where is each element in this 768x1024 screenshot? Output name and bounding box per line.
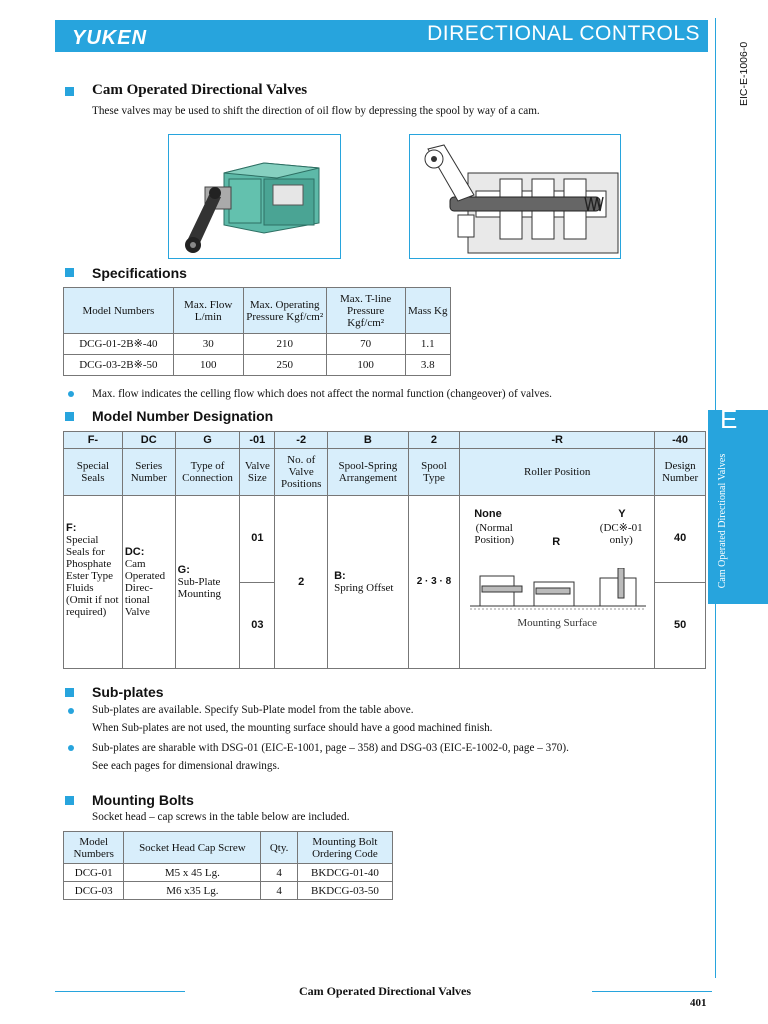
section-marker	[65, 688, 74, 697]
label-cell: Valve Size	[240, 449, 275, 496]
dc-description: Cam Operated Direc- tional Valve	[124, 558, 166, 618]
label-cell: Type of Connection	[175, 449, 240, 496]
bullet	[68, 708, 74, 714]
table-cell: M5 x 45 Lg.	[124, 864, 261, 882]
table-cell: DCG-03	[64, 882, 124, 900]
column-header: Model Numbers	[64, 832, 124, 864]
table-cell: 30	[173, 334, 243, 355]
series-cell	[122, 496, 175, 669]
column-header: Max. Flow L/min	[173, 288, 243, 334]
subplates-text: When Sub-plates are not used, the mounting surface should have a good machined finish.	[92, 722, 493, 734]
intro-text: These valves may be used to shift the direction of oil flow by depressing the spool by way of a cam.	[92, 105, 540, 117]
code-cell: -R	[460, 432, 655, 449]
table-cell: 100	[173, 355, 243, 376]
mounting-surface-label: Mounting Surface	[517, 617, 598, 629]
label-cell: Series Number	[122, 449, 175, 496]
section-marker	[65, 796, 74, 805]
mounting-bolts-text: Socket head – cap screws in the table below are included.	[92, 811, 350, 823]
subplates-text: Sub-plates are available. Specify Sub-Plate model from the table above.	[92, 704, 414, 716]
footer-rule	[55, 991, 185, 992]
size-03-cell: 03	[240, 582, 275, 669]
bullet	[68, 745, 74, 751]
mounting-bolts-table	[63, 831, 393, 900]
valve-cross-section-diagram	[409, 134, 621, 259]
label-cell: Special Seals	[64, 449, 123, 496]
table-cell: 1.1	[405, 334, 451, 355]
designation-title: Model Number Designation	[92, 408, 274, 424]
size-01-cell: 01	[240, 496, 275, 583]
roller-position-cell	[460, 496, 655, 669]
section-marker	[65, 268, 74, 277]
specifications-title: Specifications	[92, 265, 187, 281]
spool-type-cell: 2 · 3 · 8	[408, 496, 460, 669]
design-50-cell: 50	[655, 582, 706, 669]
valve-photo	[168, 134, 341, 259]
design-40-cell: 40	[655, 496, 706, 583]
column-header: Mass Kg	[405, 288, 451, 334]
specifications-table	[63, 287, 451, 376]
yuken-logo	[70, 26, 170, 48]
code-cell: -2	[275, 432, 328, 449]
table-cell: 3.8	[405, 355, 451, 376]
section-tab-letter: E	[720, 404, 738, 434]
table-cell: 100	[326, 355, 405, 376]
g-description: Sub-Plate Mounting	[177, 576, 222, 600]
subplates-title: Sub-plates	[92, 684, 164, 700]
code-cell: G	[175, 432, 240, 449]
b-description: Spring Offset	[334, 582, 394, 594]
f-code: F:	[66, 522, 77, 534]
section-marker	[65, 412, 74, 421]
column-header: Model Numbers	[64, 288, 174, 334]
column-header: Max. T-line Pressure Kgf/cm²	[326, 288, 405, 334]
code-cell: -01	[240, 432, 275, 449]
column-header: Socket Head Cap Screw	[124, 832, 261, 864]
table-cell: 70	[326, 334, 405, 355]
label-cell: Spool-Spring Arrangement	[328, 449, 409, 496]
table-row	[64, 864, 393, 882]
spool-spring-cell	[328, 496, 409, 669]
specifications-note: Max. flow indicates the celling flow which does not affect the normal function (changeover) of valves.	[92, 388, 552, 400]
connection-cell	[175, 496, 240, 669]
table-cell: 4	[261, 882, 297, 900]
roller-none: None	[474, 508, 502, 520]
section-marker	[65, 87, 74, 96]
designation-table	[63, 431, 706, 669]
bullet	[68, 391, 74, 397]
table-cell: DCG-03-2B※-50	[64, 355, 174, 376]
mounting-bolts-title: Mounting Bolts	[92, 792, 194, 808]
intro-title: Cam Operated Directional Valves	[92, 82, 308, 98]
footer-rule	[592, 991, 712, 992]
column-header: Qty.	[261, 832, 297, 864]
table-cell: 210	[243, 334, 326, 355]
table-row	[64, 334, 451, 355]
page-number: 401	[690, 997, 707, 1009]
roller-r: R	[552, 536, 561, 548]
column-header: Mounting Bolt Ordering Code	[297, 832, 392, 864]
special-seals-cell	[64, 496, 123, 669]
code-cell: B	[328, 432, 409, 449]
label-cell: Roller Position	[460, 449, 655, 496]
table-cell: 4	[261, 864, 297, 882]
footer-title: Cam Operated Directional Valves	[298, 984, 472, 998]
roller-y-note: (DC※-01 only)	[599, 522, 643, 546]
code-cell: F-	[64, 432, 123, 449]
label-cell: Spool Type	[408, 449, 460, 496]
table-row	[64, 355, 451, 376]
label-cell: No. of Valve Positions	[275, 449, 328, 496]
roller-none-note: (Normal Position)	[474, 522, 515, 546]
section-tab-text: Cam Operated Directional Valves	[717, 453, 728, 589]
header-title: DIRECTIONAL CONTROLS	[427, 22, 700, 45]
table-cell: 250	[243, 355, 326, 376]
g-code: G:	[177, 564, 190, 576]
table-cell: BKDCG-01-40	[297, 864, 392, 882]
code-cell: DC	[122, 432, 175, 449]
svg-text:YUKEN: YUKEN	[72, 27, 148, 48]
code-cell: -40	[655, 432, 706, 449]
table-cell: DCG-01-2B※-40	[64, 334, 174, 355]
document-number: EIC-E-1006-0	[738, 41, 750, 106]
label-cell: Design Number	[655, 449, 706, 496]
table-cell: M6 x35 Lg.	[124, 882, 261, 900]
code-cell: 2	[408, 432, 460, 449]
b-code: B:	[334, 570, 346, 582]
table-cell: BKDCG-03-50	[297, 882, 392, 900]
subplates-text: Sub-plates are sharable with DSG-01 (EIC-E-1001, page – 358) and DSG-03 (EIC-E-1002-0, page – 370).	[92, 742, 569, 754]
dc-code: DC:	[124, 546, 145, 558]
positions-cell: 2	[275, 496, 328, 669]
column-header: Max. Operating Pressure Kgf/cm²	[243, 288, 326, 334]
subplates-text: See each pages for dimensional drawings.	[92, 760, 280, 772]
roller-y: Y	[618, 508, 626, 520]
table-row	[64, 882, 393, 900]
f-description: Special Seals for Phosphate Ester Type Fluids (Omit if not required)	[66, 534, 119, 618]
table-cell: DCG-01	[64, 864, 124, 882]
